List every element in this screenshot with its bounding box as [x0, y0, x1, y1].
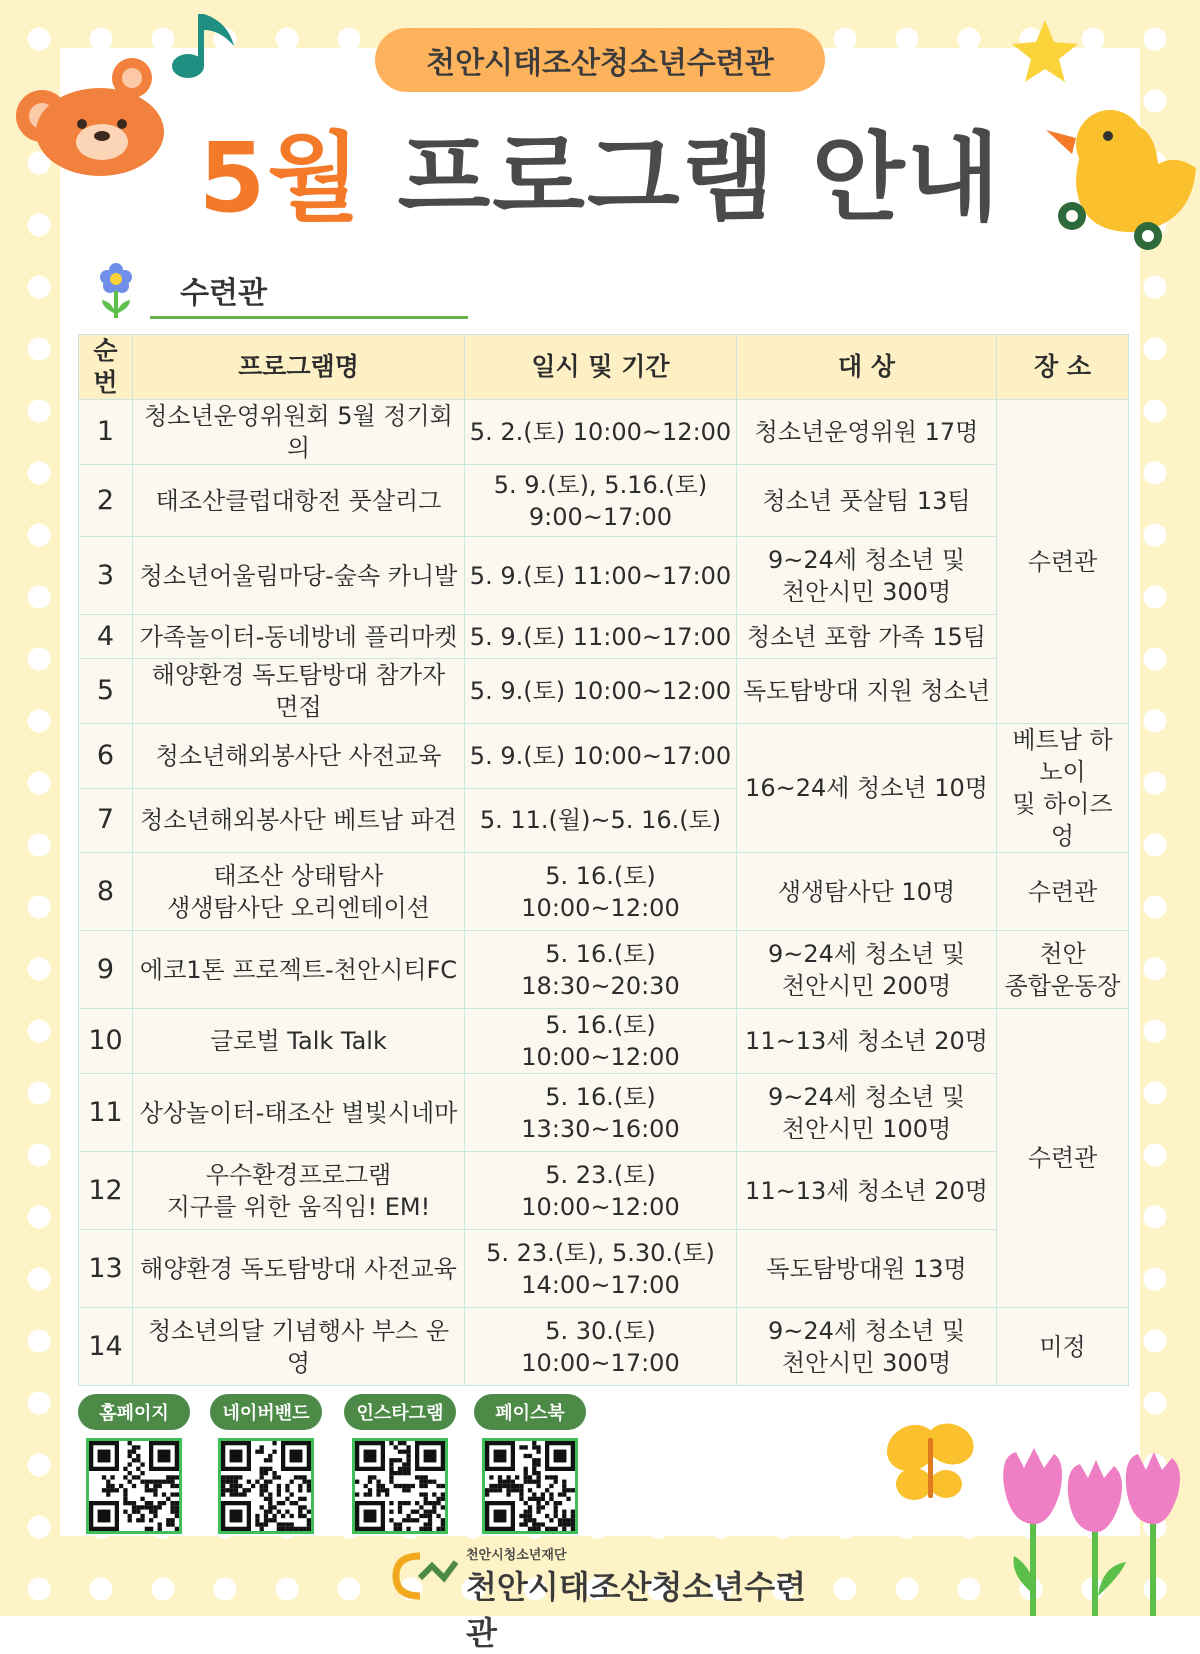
program-name-line: 청소년해외봉사단 사전교육 — [155, 741, 442, 770]
program-target-line: 천안시민 300명 — [781, 577, 952, 606]
program-date-line: 5. 2.(토) 10:00~12:00 — [469, 418, 732, 446]
footer-logo — [390, 1544, 830, 1652]
program-date — [465, 853, 737, 931]
program-place-line: 종합운동장 — [1004, 971, 1121, 1000]
program-name-line: 해양환경 독도탐방대 사전교육 — [140, 1254, 457, 1283]
program-name — [133, 788, 465, 853]
table-header-row — [79, 335, 1129, 400]
program-date-line: 5. 11.(월)~5. 16.(토) — [479, 806, 722, 835]
program-date-line: 5. 23.(토) 10:00~12:00 — [521, 1160, 680, 1221]
row-number: 7 — [79, 788, 133, 853]
tulip-flowers-icon — [990, 1446, 1200, 1616]
program-place-line: 수련관 — [1027, 1144, 1098, 1172]
program-place-line: 미정 — [1039, 1332, 1086, 1361]
program-name — [133, 615, 465, 659]
program-date — [465, 615, 737, 659]
program-target-line: 16~24세 청소년 10명 — [745, 774, 988, 802]
title-text: 프로그램 안내 — [397, 122, 1002, 234]
row-number: 5 — [79, 659, 133, 724]
row-number: 12 — [79, 1152, 133, 1230]
program-date-line: 5. 16.(토) 13:30~16:00 — [521, 1082, 680, 1143]
qr-code-icon[interactable] — [86, 1438, 182, 1534]
row-number: 1 — [79, 400, 133, 465]
program-name-line: 청소년의달 기념행사 부스 운영 — [147, 1316, 450, 1377]
section-label: 수련관 — [180, 276, 267, 311]
program-place-line: 수련관 — [1027, 877, 1098, 906]
program-name — [133, 659, 465, 724]
section-underline — [150, 316, 468, 319]
program-target-line: 천안시민 200명 — [781, 971, 952, 1000]
row-number: 9 — [79, 931, 133, 1009]
program-place-line: 및 하이즈엉 — [1012, 790, 1113, 850]
program-name-line: 태조산클럽대항전 풋살리그 — [155, 486, 442, 515]
program-date-line: 5. 9.(토) 10:00~12:00 — [469, 677, 732, 705]
program-name-line: 해양환경 독도탐방대 참가자 면접 — [151, 661, 446, 721]
program-name-line: 가족놀이터-동네방네 플리마켓 — [139, 622, 458, 651]
program-target-line: 천안시민 100명 — [781, 1114, 952, 1143]
row-number: 13 — [79, 1230, 133, 1308]
row-number: 11 — [79, 1074, 133, 1152]
program-date — [465, 788, 737, 853]
page-title — [0, 118, 1200, 238]
table-row — [79, 615, 1129, 659]
program-target — [737, 853, 997, 931]
table-row — [79, 1009, 1129, 1074]
butterfly-icon — [880, 1418, 980, 1514]
program-table — [78, 334, 1129, 1386]
footer-org-name: 천안시태조산청소년수련관 — [466, 1568, 807, 1652]
section-heading — [98, 262, 368, 322]
program-target-line: 청소년 풋살팀 13팀 — [762, 486, 971, 515]
program-target-line: 독도탐방대원 13명 — [766, 1254, 967, 1283]
qr-code-icon[interactable] — [218, 1438, 314, 1534]
program-name — [133, 1074, 465, 1152]
row-number: 3 — [79, 537, 133, 615]
qr-label: 홈페이지 — [78, 1394, 190, 1430]
program-target — [737, 931, 997, 1009]
program-target-line: 9~24세 청소년 및 — [767, 1316, 966, 1345]
header-target: 대 상 — [737, 335, 997, 400]
program-target-line: 11~13세 청소년 20명 — [745, 1027, 988, 1055]
program-date — [465, 465, 737, 537]
program-target — [737, 1009, 997, 1074]
table-row — [79, 853, 1129, 931]
header-date: 일시 및 기간 — [465, 335, 737, 400]
program-target-line: 천안시민 300명 — [781, 1348, 952, 1377]
qr-pattern — [355, 1441, 445, 1531]
qr-pattern — [485, 1441, 575, 1531]
program-place-line: 베트남 하노이 — [1012, 726, 1113, 786]
program-target-line: 청소년 포함 가족 15팀 — [747, 622, 986, 651]
program-target — [737, 1152, 997, 1230]
star-icon — [1010, 18, 1080, 84]
program-date-line: 5. 16.(토) 18:30~20:30 — [521, 939, 680, 1000]
program-date — [465, 724, 737, 789]
program-place-line: 수련관 — [1027, 547, 1098, 576]
program-name — [133, 931, 465, 1009]
program-place — [997, 853, 1129, 931]
table-row — [79, 400, 1129, 465]
program-date — [465, 659, 737, 724]
program-date — [465, 1152, 737, 1230]
table-row — [79, 1152, 1129, 1230]
program-target — [737, 400, 997, 465]
program-date-line: 5. 23.(토), 5.30.(토) — [486, 1238, 715, 1267]
program-target-line: 청소년운영위원 17명 — [754, 418, 979, 446]
program-date-line: 5. 9.(토) 11:00~17:00 — [469, 622, 732, 651]
program-name — [133, 1009, 465, 1074]
row-number: 8 — [79, 853, 133, 931]
program-target-line: 9~24세 청소년 및 — [767, 545, 966, 574]
program-name — [133, 400, 465, 465]
program-date — [465, 1308, 737, 1386]
program-place — [997, 400, 1129, 724]
music-note-icon — [168, 8, 240, 82]
program-name-line: 청소년어울림마당-숲속 카니발 — [139, 561, 458, 590]
program-target — [737, 1074, 997, 1152]
table-row — [79, 537, 1129, 615]
row-number: 2 — [79, 465, 133, 537]
title-month: 5월 — [198, 122, 363, 234]
row-number: 6 — [79, 724, 133, 789]
program-date-line: 5. 16.(토) 10:00~12:00 — [521, 1011, 680, 1071]
program-place — [997, 1308, 1129, 1386]
qr-label: 페이스북 — [474, 1394, 586, 1430]
program-date-line: 5. 16.(토) 10:00~12:00 — [521, 861, 680, 922]
program-place — [997, 724, 1129, 853]
program-date — [465, 1074, 737, 1152]
qr-code-icon[interactable] — [482, 1438, 578, 1534]
header-program: 프로그램명 — [133, 335, 465, 400]
program-target — [737, 659, 997, 724]
program-date-line: 5. 9.(토) 10:00~17:00 — [469, 741, 732, 770]
foundation-name: 천안시청소년재단 — [466, 1548, 567, 1563]
program-target-line: 9~24세 청소년 및 — [767, 1082, 966, 1111]
table-row — [79, 1308, 1129, 1386]
program-name — [133, 537, 465, 615]
program-date-line: 5. 9.(토) 11:00~17:00 — [469, 561, 732, 590]
program-name-line: 생생탐사단 오리엔테이션 — [167, 893, 430, 922]
program-date — [465, 1009, 737, 1074]
program-target-line: 11~13세 청소년 20명 — [745, 1176, 988, 1205]
program-name-line: 지구를 위한 움직임! EM! — [166, 1192, 431, 1221]
program-name-line: 청소년운영위원회 5월 정기회의 — [144, 402, 453, 462]
program-target — [737, 1308, 997, 1386]
program-place — [997, 1009, 1129, 1308]
program-name — [133, 465, 465, 537]
table-row — [79, 659, 1129, 724]
flower-icon — [98, 262, 134, 320]
program-target-line: 생생탐사단 10명 — [777, 877, 956, 906]
program-target-line: 9~24세 청소년 및 — [767, 939, 966, 968]
program-name-line: 청소년해외봉사단 베트남 파견 — [140, 806, 457, 835]
header-place: 장 소 — [997, 335, 1129, 400]
program-date-line: 5. 30.(토) 10:00~17:00 — [521, 1316, 680, 1377]
program-target — [737, 724, 997, 853]
program-place-line: 천안 — [1039, 939, 1086, 968]
table-row — [79, 1074, 1129, 1152]
program-target — [737, 465, 997, 537]
row-number: 14 — [79, 1308, 133, 1386]
organization-banner: 천안시태조산청소년수련관 — [375, 28, 825, 92]
row-number: 10 — [79, 1009, 133, 1074]
program-name — [133, 1308, 465, 1386]
program-name-line: 글로벌 Talk Talk — [210, 1027, 387, 1055]
qr-label: 네이버밴드 — [210, 1394, 322, 1430]
qr-label: 인스타그램 — [344, 1394, 456, 1430]
program-target — [737, 615, 997, 659]
program-date — [465, 537, 737, 615]
program-target-line: 독도탐방대 지원 청소년 — [742, 677, 991, 705]
program-target — [737, 1230, 997, 1308]
program-date — [465, 931, 737, 1009]
program-name — [133, 724, 465, 789]
program-date-line: 14:00~17:00 — [521, 1270, 680, 1299]
program-name-line: 우수환경프로그램 — [205, 1160, 392, 1189]
program-name — [133, 1152, 465, 1230]
program-target — [737, 537, 997, 615]
table-row — [79, 931, 1129, 1009]
foundation-logo-icon — [390, 1548, 460, 1600]
header-no: 순번 — [79, 335, 133, 400]
qr-pattern — [221, 1441, 311, 1531]
table-row — [79, 1230, 1129, 1308]
qr-pattern — [89, 1441, 179, 1531]
program-name — [133, 1230, 465, 1308]
program-date — [465, 400, 737, 465]
qr-code-icon[interactable] — [352, 1438, 448, 1534]
table-row — [79, 465, 1129, 537]
program-name-line: 에코1톤 프로젝트-천안시티FC — [139, 955, 458, 984]
program-name-line: 상상놀이터-태조산 별빛시네마 — [139, 1098, 458, 1127]
program-date — [465, 1230, 737, 1308]
program-name-line: 태조산 상태탐사 — [213, 861, 384, 890]
program-name — [133, 853, 465, 931]
row-number: 4 — [79, 615, 133, 659]
program-date-line: 9:00~17:00 — [528, 502, 673, 531]
table-row — [79, 724, 1129, 789]
program-place — [997, 931, 1129, 1009]
program-date-line: 5. 9.(토), 5.16.(토) — [493, 470, 708, 499]
